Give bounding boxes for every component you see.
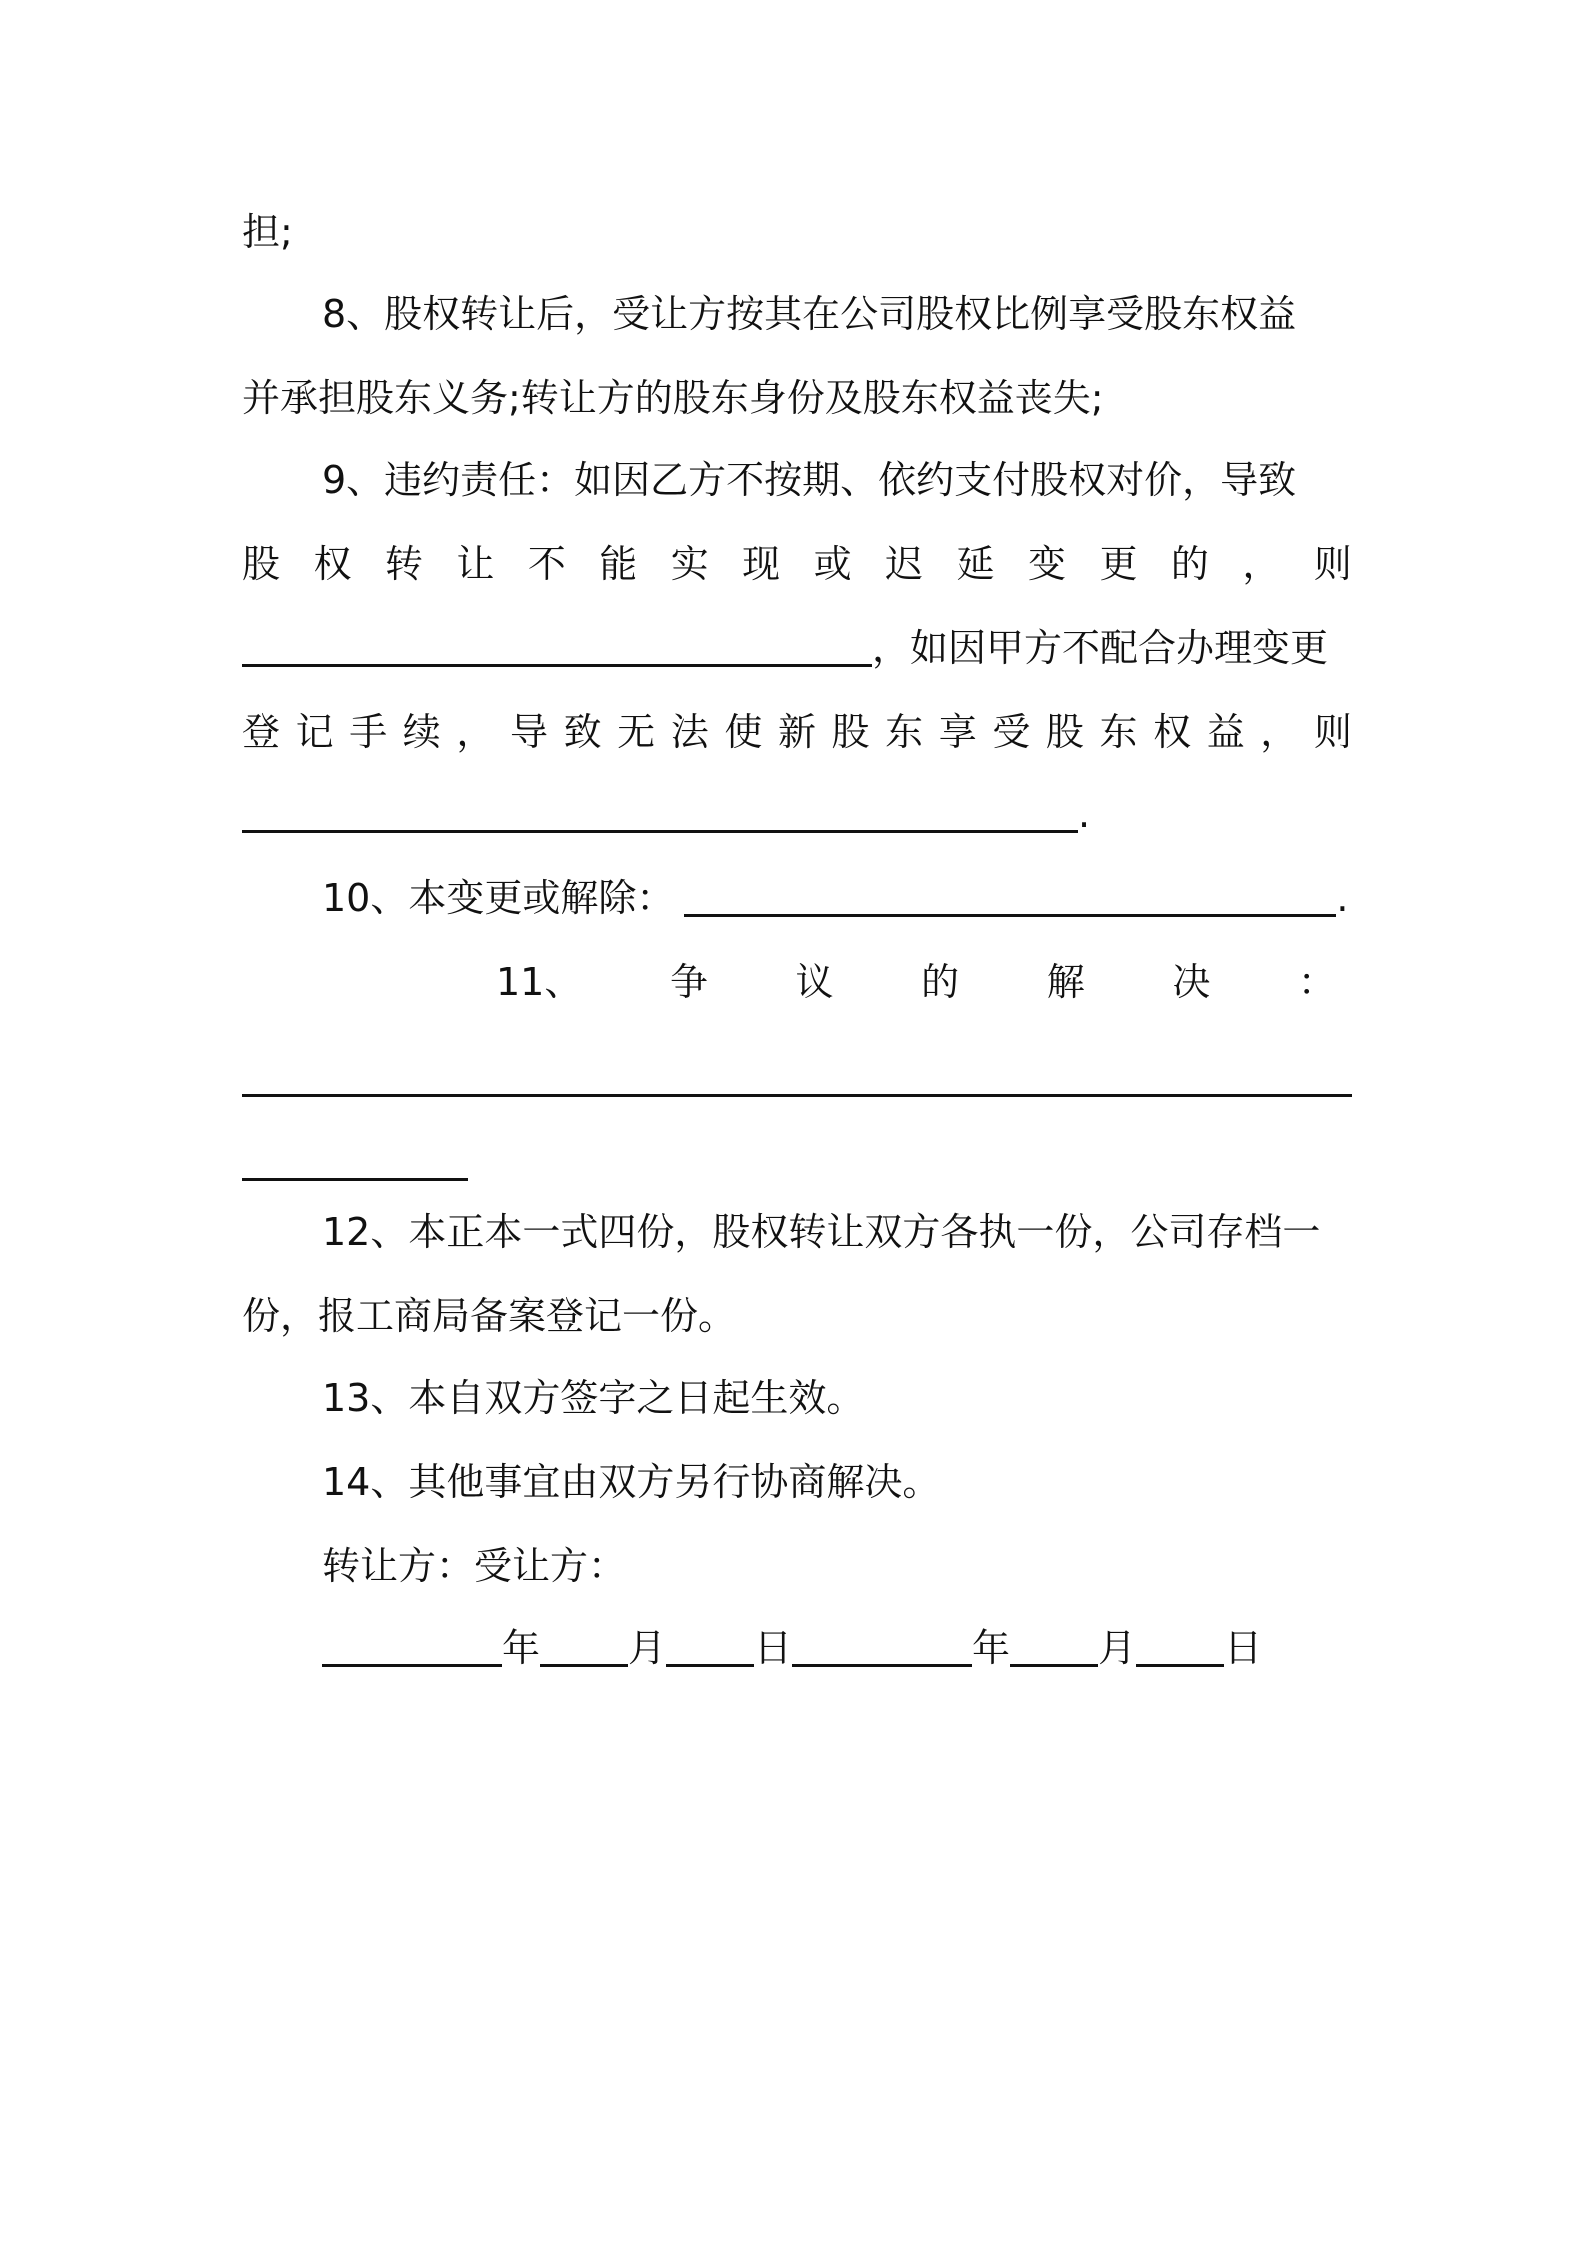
- char: 股: [831, 710, 870, 754]
- clause-9-line-2: [242, 538, 1352, 590]
- char: 股: [1045, 710, 1084, 754]
- char: 现: [742, 542, 781, 586]
- clause-14: 14、其他事宜由双方另行协商解决。: [322, 1460, 941, 1504]
- clause-10-label: 10、本变更或解除：: [322, 876, 675, 920]
- fill-blank[interactable]: [792, 1622, 972, 1667]
- fill-blank[interactable]: [322, 1622, 502, 1667]
- char: 手: [349, 710, 388, 754]
- clause-9-line-3-text: ，如因甲方不配合办理变更: [872, 626, 1329, 670]
- char: 法: [670, 710, 709, 754]
- char: 议: [795, 960, 834, 1004]
- fill-blank[interactable]: [242, 788, 1078, 833]
- char: 或: [813, 542, 852, 586]
- char: 权: [1153, 710, 1192, 754]
- date-day: 日: [1224, 1626, 1263, 1670]
- char: 11、: [496, 960, 583, 1004]
- char: 致: [563, 710, 602, 754]
- date-month: 月: [1098, 1626, 1137, 1670]
- parties-line: 转让方：受让方：: [322, 1544, 627, 1588]
- char: 东: [885, 710, 924, 754]
- fill-blank[interactable]: [1136, 1622, 1224, 1667]
- char: 实: [670, 542, 709, 586]
- char: 登: [242, 710, 281, 754]
- char: 的: [1170, 542, 1209, 586]
- char: 受: [992, 710, 1031, 754]
- char: 记: [295, 710, 334, 754]
- char: 变: [1027, 542, 1066, 586]
- char: 让: [456, 542, 495, 586]
- char: 续: [402, 710, 441, 754]
- char: 导: [509, 710, 548, 754]
- clause-9-line-5: [242, 788, 1352, 840]
- fill-blank[interactable]: [540, 1622, 628, 1667]
- char: 东: [1099, 710, 1138, 754]
- char: 权: [313, 542, 352, 586]
- char: ：: [1297, 960, 1336, 1004]
- char: ，: [1260, 710, 1299, 754]
- fill-blank[interactable]: [242, 622, 872, 667]
- char: 能: [599, 542, 638, 586]
- char: 更: [1099, 542, 1138, 586]
- clause-10-end: .: [1336, 876, 1349, 920]
- fill-blank[interactable]: [1010, 1622, 1098, 1667]
- date-year: 年: [502, 1626, 541, 1670]
- clause-13: 13、本自双方签字之日起生效。: [322, 1376, 865, 1420]
- char: 使: [724, 710, 763, 754]
- date-line: [322, 1622, 1352, 1674]
- char: 解: [1046, 960, 1085, 1004]
- char: 则: [1313, 542, 1352, 586]
- char: 的: [921, 960, 960, 1004]
- char: 延: [956, 542, 995, 586]
- char: 迟: [885, 542, 924, 586]
- char: 享: [938, 710, 977, 754]
- text-line: 担;: [242, 210, 293, 254]
- char: 不: [527, 542, 566, 586]
- clause-9-line-1: 9、违约责任：如因乙方不按期、依约支付股权对价，导致: [322, 458, 1297, 502]
- clause-10: [322, 872, 1352, 924]
- char: 股: [242, 542, 281, 586]
- date-month: 月: [628, 1626, 667, 1670]
- fill-blank[interactable]: [684, 872, 1336, 917]
- clause-8-line-2: 并承担股东义务;转让方的股东身份及股东权益丧失;: [242, 376, 1104, 420]
- char: 新: [777, 710, 816, 754]
- clause-9-line-3: [242, 622, 1352, 674]
- clause-12-line-1: 12、本正本一式四份，股权转让双方各执一份，公司存档一: [322, 1210, 1321, 1254]
- char: ，: [456, 710, 495, 754]
- char: 转: [384, 542, 423, 586]
- date-year: 年: [972, 1626, 1011, 1670]
- clause-8-line-1: 8、股权转让后，受让方按其在公司股权比例享受股东权益: [322, 292, 1297, 336]
- char: 决: [1172, 960, 1211, 1004]
- char: 争: [669, 960, 708, 1004]
- clause-9-line-5-end: .: [1078, 792, 1091, 836]
- char: 益: [1206, 710, 1245, 754]
- clause-12-line-2: 份，报工商局备案登记一份。: [242, 1294, 737, 1338]
- char: ，: [1242, 542, 1281, 586]
- date-day: 日: [754, 1626, 793, 1670]
- clause-9-line-4: [242, 706, 1352, 758]
- char: 无: [617, 710, 656, 754]
- char: 则: [1313, 710, 1352, 754]
- fill-blank-short[interactable]: [242, 1178, 468, 1181]
- fill-blank-full[interactable]: [242, 1094, 1352, 1097]
- fill-blank[interactable]: [666, 1622, 754, 1667]
- clause-11-heading: [496, 956, 1336, 1008]
